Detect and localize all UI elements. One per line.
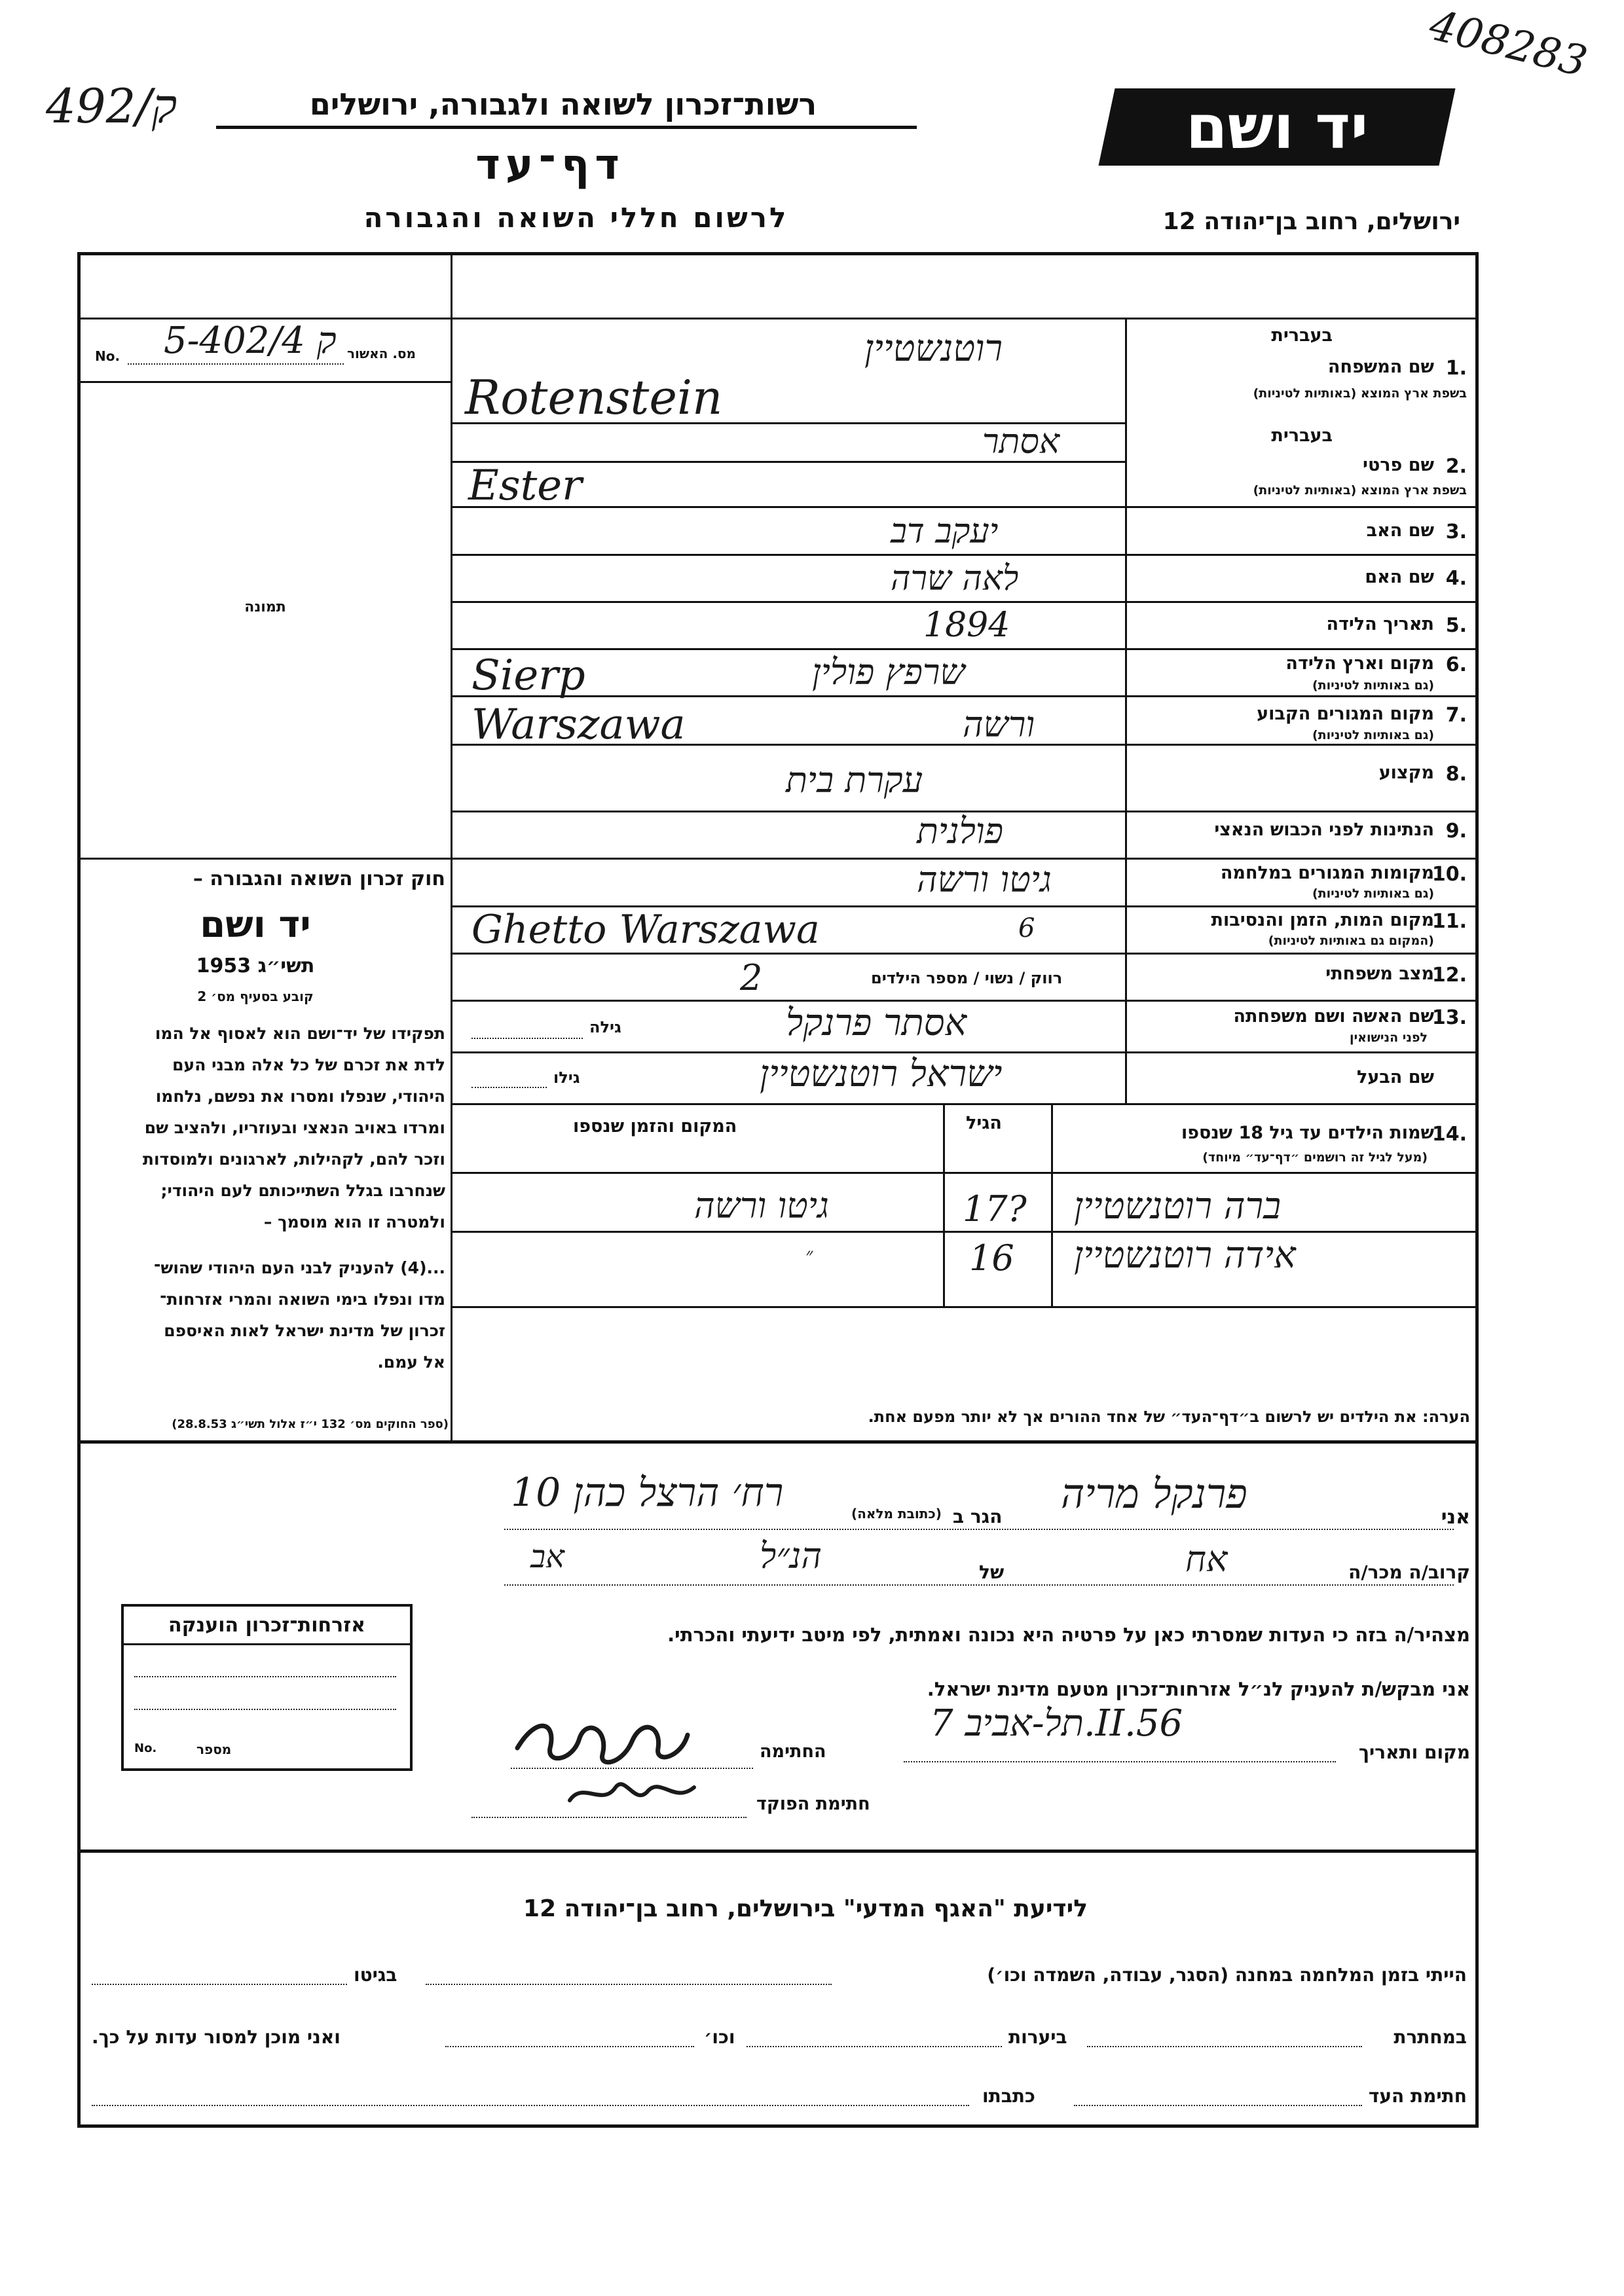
footer-line1-dots xyxy=(426,1984,832,1985)
law-text-line: היהודי, שנפלו ומסרו את נפשם, נלחמו xyxy=(155,1087,445,1106)
signature-label: החתימה xyxy=(760,1741,826,1762)
footer-line3-dots-a xyxy=(1074,2105,1362,2106)
children-number: 14. xyxy=(1431,1123,1467,1146)
photo-label: תמונה xyxy=(244,599,286,615)
declarant-lives-label: הגר ב xyxy=(953,1506,1003,1527)
law-text xyxy=(82,1018,445,1378)
row-13-value: אסתר פרנקל xyxy=(786,1002,967,1044)
footer-line3-dots-b xyxy=(92,2105,969,2106)
declaration-top-rule xyxy=(77,1440,1479,1444)
archive-number-top-left: 492/ק xyxy=(46,79,177,134)
footer-line3-mid: כתבתו xyxy=(982,2085,1035,2107)
footer-line2-dots-a xyxy=(1087,2046,1362,2047)
row-5-value: 1894 xyxy=(923,606,1010,645)
row-6-value-latin: Sierp xyxy=(471,651,585,700)
memorial-box-line xyxy=(134,1676,396,1677)
row-rule xyxy=(451,695,1479,697)
place-date-label: מקום ותאריך xyxy=(1358,1741,1470,1763)
row-1-hebrew-tag: בעברית xyxy=(1271,325,1333,346)
supervisor-signature xyxy=(563,1768,707,1820)
row-6-value-hebrew: שרפץ פולין xyxy=(812,651,965,693)
row-2-label: שם פרטי xyxy=(1363,455,1434,475)
row-1-value-hebrew: רוטנשטיין xyxy=(864,327,1003,370)
children-col-divider-a xyxy=(943,1103,945,1306)
row-6-label: מקום וארץ הלידה xyxy=(1285,653,1434,674)
footer-line2-dots-c xyxy=(445,2046,694,2047)
row-11-mark: 6 xyxy=(1018,913,1035,943)
footer-line2-dots-b xyxy=(747,2046,1002,2047)
supervisor-line xyxy=(471,1817,747,1818)
relation-of: הנ״ל xyxy=(760,1535,822,1576)
left-panel-divider xyxy=(451,252,452,1444)
husband-value: ישראל רוטנשטיין xyxy=(760,1053,1003,1095)
row-rule xyxy=(451,554,1479,556)
row-3-number: 3. xyxy=(1445,520,1467,543)
row-1-label: שם המשפחה xyxy=(1327,357,1434,377)
law-text-line: זכרון של מדינת ישראל לאות האיספם xyxy=(164,1321,445,1340)
footer-line2-start: במחתרת xyxy=(1393,2026,1467,2048)
row-13-label: שם האשה ושם משפחתה xyxy=(1233,1006,1434,1027)
law-text-line: לדת את זכרם של כל אלה מבני העם xyxy=(172,1055,445,1074)
declarant-address-hint: (כתובת מלאה) xyxy=(851,1506,942,1522)
supervisor-label: חתימת הפוקד xyxy=(756,1794,870,1814)
husband-age-line xyxy=(471,1087,547,1088)
address: ירושלים, רחוב בן־יהודה 12 xyxy=(1162,208,1460,235)
law-text-line: ומרדו באויב הנאצי ובעוזריו, ולהציב שם xyxy=(144,1118,445,1137)
logo-text: יד ושם xyxy=(1185,92,1369,162)
row-2-hebrew-tag: בעברית xyxy=(1271,426,1333,446)
info-title: לידיעת "האגף המדעי" בירושלים, רחוב בן־יהודה 12 xyxy=(523,1895,1088,1922)
children-place-header: המקום והזמן שנספו xyxy=(573,1116,737,1137)
law-year: תשי״ג 1953 xyxy=(196,955,315,977)
footer-line1-end: בגיטו xyxy=(354,1964,397,1986)
husband-age-label: גילו xyxy=(553,1068,580,1087)
row-12-label: מצב משפחתי xyxy=(1325,964,1434,984)
row-rule xyxy=(451,1103,1479,1105)
row-7-label: מקום המגורים הקבוע xyxy=(1257,704,1434,724)
row-4-value: לאה שרה xyxy=(891,559,1019,598)
approval-label: מס. האשור xyxy=(347,346,416,361)
child-1-name: ברה רוטנשטיין xyxy=(1074,1185,1282,1228)
declarant-signature xyxy=(511,1702,727,1774)
husband-label: שם הבעל xyxy=(1356,1067,1434,1087)
row-1-sub: בשפת ארץ המוצא (באותיות לטיניות) xyxy=(1253,386,1467,401)
memorial-box-no-label: No. xyxy=(134,1741,157,1755)
footer-top-rule xyxy=(77,1850,1479,1853)
memorial-box-rule xyxy=(121,1643,413,1645)
row-12-number: 12. xyxy=(1431,964,1467,987)
row-7-value-latin: Warszawa xyxy=(471,701,686,749)
children-header-rule xyxy=(451,1172,1479,1174)
declarant-i-label: אני xyxy=(1441,1506,1470,1529)
child-2-place: ״ xyxy=(805,1244,813,1267)
row-9-label: הנתינות לפני הכבוש הנאצי xyxy=(1214,820,1434,840)
footer-line1-label: הייתי בזמן המלחמה במחנה (הסגר, עבודה, השמדה וכו׳) xyxy=(987,1964,1467,1986)
row-11-number: 11. xyxy=(1431,910,1467,933)
row-4-label: שם האם xyxy=(1365,567,1434,587)
request-text: אני מבקש/ת להעניק לנ״ל אזרחות־זכרון מטעם מדינת ישראל. xyxy=(927,1678,1470,1700)
row-2-value-hebrew: אסתר xyxy=(982,422,1060,462)
children-title: שמות הילדים עד גיל 18 שנספו xyxy=(1181,1123,1434,1143)
footer-line3-start: חתימת העד xyxy=(1368,2085,1467,2107)
row-3-label: שם האב xyxy=(1366,520,1434,541)
approval-dotted-line xyxy=(128,363,344,365)
place-date-line xyxy=(904,1761,1336,1762)
law-text-line: אל עמם. xyxy=(377,1353,445,1372)
declaration-text: מצהיר/ה בזה כי העדות שמסרתי כאן על פרטיה היא נכונה ואמתית, לפי מיטב ידיעתי והכרתי. xyxy=(667,1624,1470,1646)
row-rule xyxy=(451,506,1479,508)
row-8-number: 8. xyxy=(1445,763,1467,786)
row-10-value: גיטו ורשה xyxy=(917,859,1052,900)
row-6-sub: (גם באותיות לטיניות) xyxy=(1312,678,1434,693)
row-12-children: 2 xyxy=(740,957,763,998)
row-rule xyxy=(451,648,1479,650)
row-3-value: יעקב דב xyxy=(891,512,999,551)
child-2-name: אידה רוטנשטיין xyxy=(1074,1234,1296,1277)
declarant-line xyxy=(504,1529,1454,1530)
law-text-line: וזכר להם, לקהילות, לארגונים ולמוסדות xyxy=(142,1150,445,1169)
photo-bottom-rule xyxy=(77,858,451,860)
relation-extra: אב xyxy=(530,1539,564,1575)
memorial-box-line xyxy=(134,1709,396,1710)
children-sub: (מעל לגיל זה רושמים ״דף־עד״ מיוחד) xyxy=(1202,1150,1428,1165)
authority-name: רשות־זכרון לשואה ולגבורה, ירושלים xyxy=(309,86,817,122)
memorial-box-number-label: מספר xyxy=(196,1741,232,1757)
row-8-label: מקצוע xyxy=(1378,763,1434,783)
declarant-name: פרנקל מריה xyxy=(1061,1470,1247,1518)
row-8-value: עקרת בית xyxy=(786,759,923,801)
children-age-header: הגיל xyxy=(966,1113,1002,1133)
no-label: No. xyxy=(95,348,120,364)
photo-top-rule xyxy=(77,381,451,383)
note-text: הערה: את הילדים יש לרשום ב״דף־העד״ של אחד ההורים אך לא יותר מפעם אחת. xyxy=(868,1408,1470,1426)
child-row-rule xyxy=(451,1231,1479,1233)
law-clause: קובע בסעיף מס׳ 2 xyxy=(197,989,314,1004)
row-5-number: 5. xyxy=(1445,614,1467,637)
form-subtitle: לרשום חללי השואה והגבורה xyxy=(363,202,789,234)
row-13-sub: לפני הנישואין xyxy=(1350,1030,1428,1045)
row-13-age-label: גילה xyxy=(589,1018,621,1036)
footer-line2-etc: וכו׳ xyxy=(704,2026,735,2048)
children-col-divider-b xyxy=(1051,1103,1053,1306)
row-rule xyxy=(451,953,1479,955)
row-rule xyxy=(451,601,1479,603)
row-1-value-latin: Rotenstein xyxy=(465,370,723,425)
row-2-number: 2. xyxy=(1445,455,1467,478)
label-column-divider xyxy=(1125,318,1127,1103)
of-label: של xyxy=(979,1561,1005,1583)
child-1-place: גיטו ורשה xyxy=(694,1185,829,1226)
row-7-sub: (גם באותיות לטיניות) xyxy=(1312,728,1434,742)
row-1-number: 1. xyxy=(1445,357,1467,380)
child-row-rule xyxy=(451,1306,1479,1308)
row-2-sub: בשפת ארץ המוצא (באותיות לטיניות) xyxy=(1253,483,1467,498)
row-13-age-line xyxy=(471,1038,583,1039)
law-name: יד ושם xyxy=(200,903,311,946)
footer-line2-mid: ביערות xyxy=(1008,2026,1067,2048)
memorial-box-title: אזרחות־זכרון הוענקה xyxy=(168,1614,366,1637)
row-7-number: 7. xyxy=(1445,704,1467,727)
row-9-value: פולנית xyxy=(917,811,1004,852)
declarant-address: רח׳ הרצל כהן 10 xyxy=(511,1470,784,1516)
row-2-value-latin: Ester xyxy=(468,462,582,510)
child-2-age: 16 xyxy=(969,1237,1014,1279)
child-1-age: 17? xyxy=(963,1188,1027,1230)
row-11-label: מקום המות, הזמן והנסיבות xyxy=(1211,910,1434,930)
row-9-number: 9. xyxy=(1445,820,1467,843)
approval-number: ק 5-402/4 xyxy=(164,319,337,362)
row-10-sub: (גם באותיות לטיניות) xyxy=(1312,886,1434,901)
law-text-line: תפקידו של יד־ושם הוא לאסוף אל המו xyxy=(155,1024,445,1043)
relation: אח xyxy=(1185,1539,1228,1580)
form-title: דף־עד xyxy=(475,141,625,189)
row-11-value: Ghetto Warszawa xyxy=(471,907,820,953)
footer-line2-end: ואני מוכן למסור עדות על כך. xyxy=(92,2026,341,2048)
authority-underline xyxy=(216,126,917,129)
relative-line xyxy=(504,1584,1454,1586)
row-5-label: תאריך הלידה xyxy=(1326,614,1434,634)
law-text-line: שנחרבו בגלל השתייכותם לעם היהודי; xyxy=(160,1181,445,1200)
archive-number-top-right: 408283 xyxy=(1424,1,1592,87)
relative-label: קרוב/ה מכר/ה xyxy=(1348,1561,1470,1583)
law-text-line: ולמטרה זו הוא מוסמך – xyxy=(263,1212,445,1231)
row-10-label: מקומות המגורים במלחמה xyxy=(1220,863,1434,883)
row-11-sub: (המקום גם באותיות לטיניות) xyxy=(1268,934,1434,948)
row-10-number: 10. xyxy=(1431,863,1467,886)
law-title: חוק זכרון השואה והגבורה – xyxy=(193,867,445,890)
row-12-status-options: רווק / נשוי / מספר הילדים xyxy=(871,969,1063,987)
law-citation: (ספר החוקים מס׳ 132 י״ז אלול תשי״ג 28.8.53) xyxy=(172,1417,449,1431)
footer-line1-end-dots xyxy=(92,1984,347,1985)
law-text-line: ...(4) להעניק לבני העם היהודי שהוש־ xyxy=(153,1258,445,1277)
row-4-number: 4. xyxy=(1445,567,1467,590)
place-date: תל-אביב 7.II.56 xyxy=(930,1702,1183,1745)
row-6-number: 6. xyxy=(1445,653,1467,676)
law-text-line: מדו ונפלו בימי השואה והמרי אזרחות־ xyxy=(160,1290,445,1309)
row-7-value-hebrew: ורשה xyxy=(963,704,1035,745)
row-13-number: 13. xyxy=(1431,1006,1467,1029)
